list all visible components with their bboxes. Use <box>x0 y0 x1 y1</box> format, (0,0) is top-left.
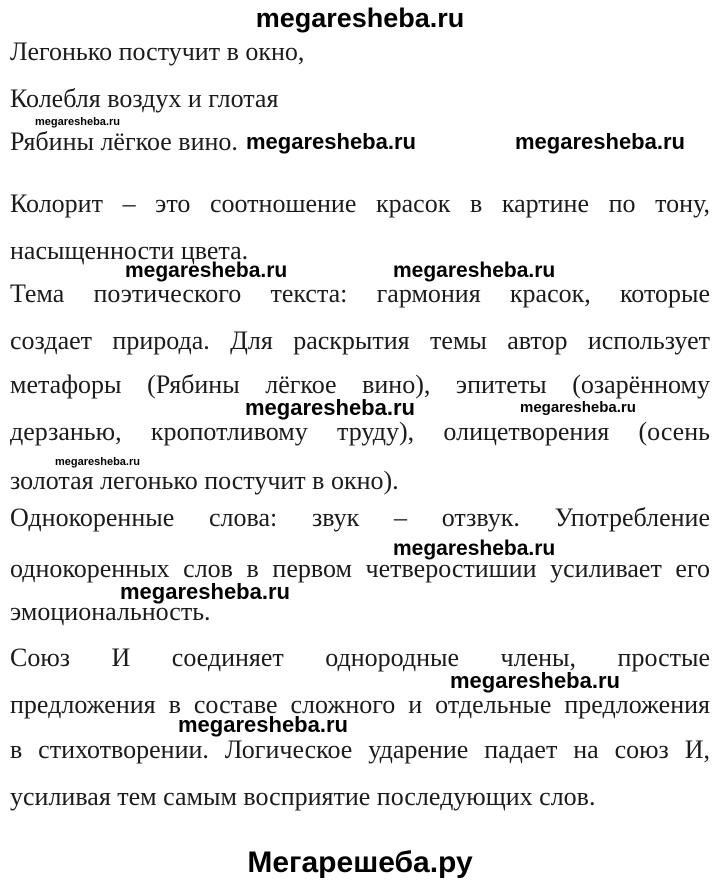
site-watermark-light: megaresheba.ru <box>520 399 636 416</box>
site-watermark-inline: megaresheba.ru <box>245 395 415 420</box>
body-line: насыщенности цвета. <box>10 236 249 265</box>
body-line: усиливая тем самым восприятие последующих слов. <box>10 782 596 811</box>
poem-line: Легонько постучит в окно, <box>10 37 305 66</box>
body-line: Однокоренные слова: звук – отзвук. Употребление <box>10 503 710 532</box>
site-watermark-inline: megaresheba.ru <box>393 259 556 282</box>
body-line: золотая легонько постучит в окно). <box>10 466 399 495</box>
body-line: однокоренных слов в первом четверостишии усиливает его <box>10 554 710 583</box>
body-line: в стихотворении. Логическое ударение падает на союз И, <box>10 735 710 764</box>
body-line: Союз И соединяет однородные члены, простые <box>10 643 710 672</box>
site-watermark-inline: megaresheba.ru <box>125 259 288 282</box>
site-watermark-header: megaresheba.ru <box>255 3 465 33</box>
site-watermark-inline: megaresheba.ru <box>393 537 556 560</box>
site-watermark-inline: megaresheba.ru <box>246 129 416 154</box>
body-line: дерзанью, кропотливому труду), олицетворения (осень <box>10 417 710 446</box>
site-watermark-inline: megaresheba.ru <box>178 712 348 737</box>
site-watermark-inline: megaresheba.ru <box>515 129 685 154</box>
site-watermark-inline: megaresheba.ru <box>450 668 620 693</box>
brand-watermark-footer: Мегарешеба.ру <box>247 846 473 879</box>
site-watermark-inline: megaresheba.ru <box>120 579 290 604</box>
body-line: предложения в составе сложного и отдельные предложения <box>10 690 710 719</box>
body-line: метафоры (Рябины лёгкое вино), эпитеты (озарённому <box>10 370 710 399</box>
poem-line: Колебля воздух и глотая <box>10 84 279 113</box>
body-line: Колорит – это соотношение красок в картине по тону, <box>10 189 710 218</box>
body-line: Тема поэтического текста: гармония красок, которые <box>10 279 710 308</box>
poem-line: Рябины лёгкое вино. <box>10 127 238 156</box>
body-line: создает природа. Для раскрытия темы автор использует <box>10 326 710 355</box>
body-line: эмоциональность. <box>10 597 211 626</box>
site-watermark-small: megaresheba.ru <box>35 116 120 128</box>
site-watermark-small: megaresheba.ru <box>55 456 140 468</box>
